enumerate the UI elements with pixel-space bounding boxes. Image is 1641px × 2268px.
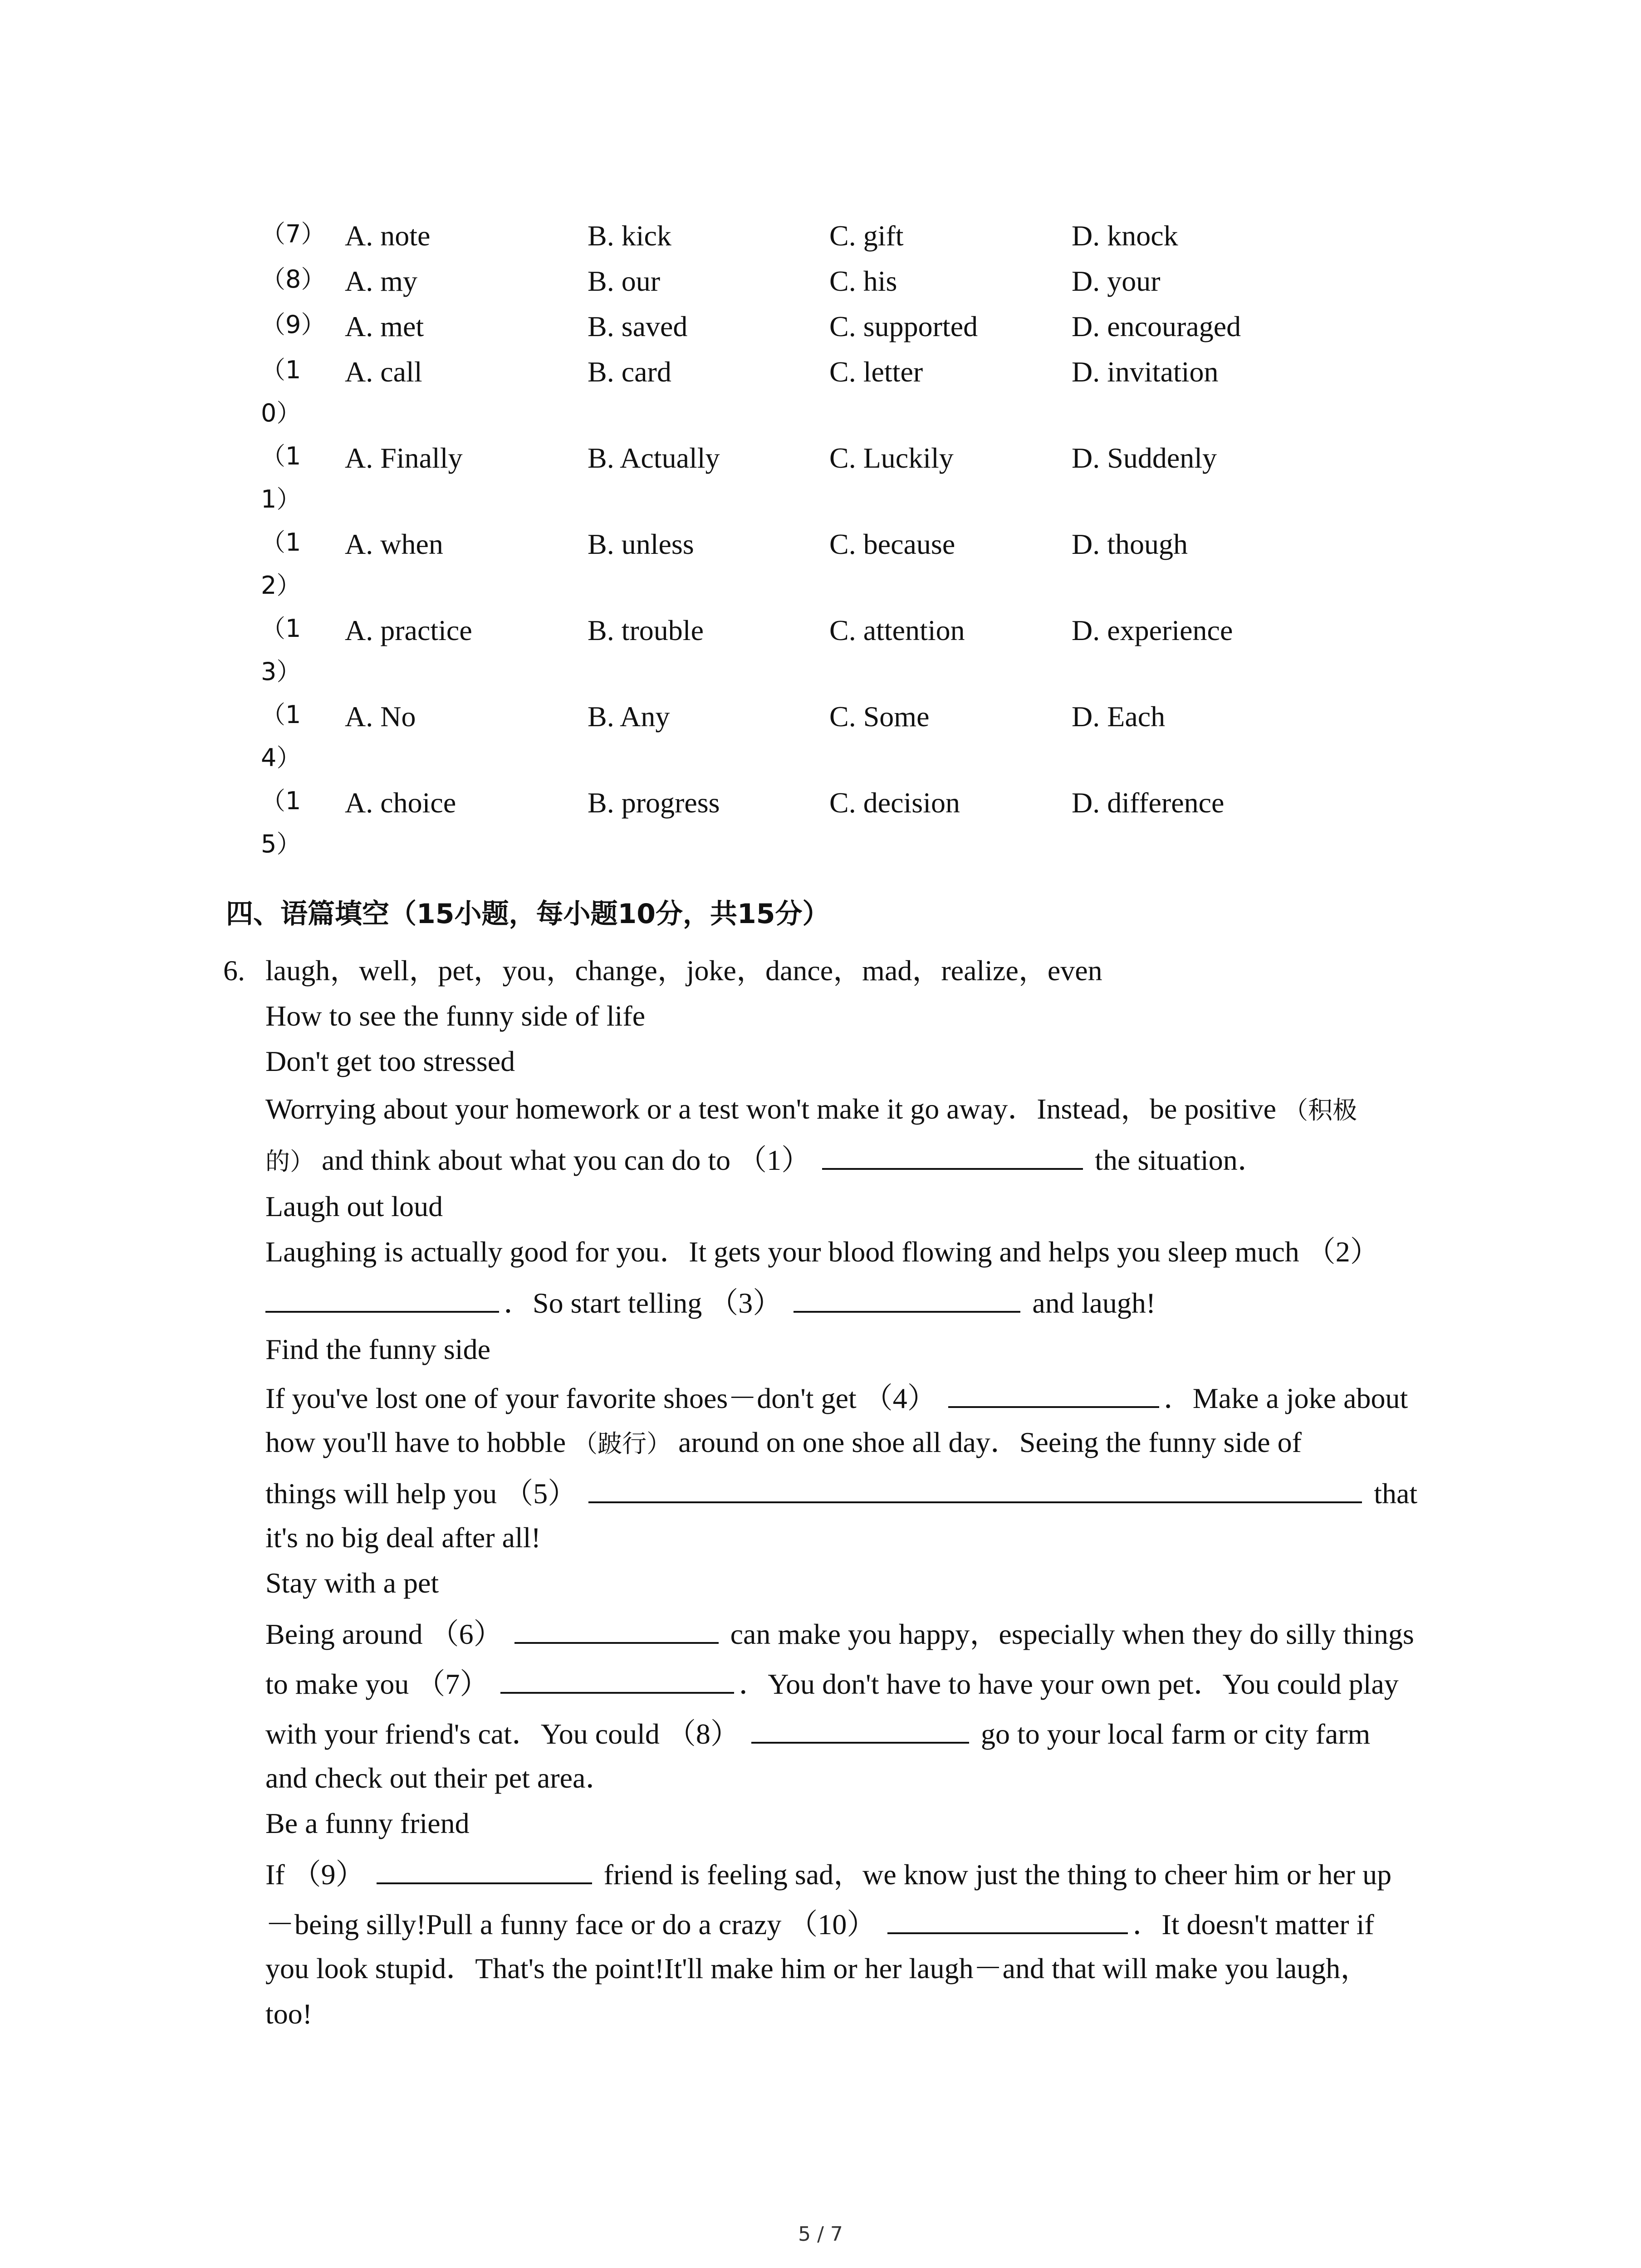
option-b[interactable]: B. progress [588, 787, 720, 819]
paragraph-line: too! [265, 1998, 313, 2030]
option-d[interactable]: D. difference [1072, 787, 1225, 819]
option-c[interactable]: C. decision [829, 787, 960, 819]
option-number: （8） [261, 265, 326, 293]
option-a[interactable]: A. No [345, 700, 416, 733]
option-c[interactable]: C. because [829, 528, 955, 560]
option-number: （1 [261, 442, 301, 470]
option-row [0, 780, 1641, 858]
passage-title: How to see the funny side of life [265, 1000, 646, 1032]
option-c[interactable]: C. Luckily [829, 442, 954, 474]
option-b[interactable]: B. saved [588, 310, 688, 342]
option-number-cont: 4） [261, 743, 301, 772]
option-b[interactable]: B. Any [588, 700, 670, 733]
blank-2[interactable] [265, 1279, 499, 1313]
option-row [0, 694, 1641, 772]
option-number-cont: 1） [261, 485, 301, 513]
option-number: （9） [261, 310, 326, 339]
blank-6[interactable] [514, 1610, 719, 1644]
paragraph-line: If （9） friend is feeling sad，we know just the thing to cheer him or her up [265, 1851, 1391, 1897]
blank-9[interactable] [377, 1851, 592, 1884]
option-c[interactable]: C. supported [829, 310, 978, 342]
page-number: 5 / 7 [798, 2223, 843, 2246]
paragraph-line: how you'll have to hobble （跛行） around on one shoe all day．Seeing the funny side of [265, 1426, 1302, 1458]
option-a[interactable]: A. when [345, 528, 443, 560]
option-number: （1 [261, 700, 301, 729]
section-title: 四、语篇填空（15小题，每小题10分，共15分） [226, 898, 830, 930]
option-c[interactable]: C. letter [829, 356, 923, 388]
question-number: 6. [223, 954, 245, 987]
heading-stressed: Don't get too stressed [265, 1045, 515, 1077]
option-row [0, 213, 1641, 263]
blank-8[interactable] [751, 1710, 969, 1744]
blank-1[interactable] [822, 1136, 1083, 1170]
option-number-cont: 2） [261, 571, 301, 600]
option-c[interactable]: C. attention [829, 614, 965, 646]
paragraph-line: －being silly!Pull a funny face or do a crazy （10） ．It doesn't matter if [265, 1901, 1374, 1947]
paragraph-line: 的） and think about what you can do to （1） the situation． [265, 1136, 1267, 1184]
paragraph-line: If you've lost one of your favorite shoes－don't get （4） ．Make a joke about [265, 1374, 1408, 1421]
option-b[interactable]: B. Actually [588, 442, 720, 474]
paragraph-line: with your friend's cat．You could （8） go to your local farm or city farm [265, 1710, 1370, 1757]
paragraph-line: to make you （7） ．You don't have to have your own pet．You could play [265, 1660, 1399, 1707]
paragraph-line: Being around （6） can make you happy，especially when they do silly things [265, 1610, 1414, 1657]
option-number: （7） [261, 220, 326, 248]
option-a[interactable]: A. choice [345, 787, 456, 819]
option-row [0, 608, 1641, 686]
option-a[interactable]: A. practice [345, 614, 472, 646]
heading-laugh: Laugh out loud [265, 1190, 443, 1222]
option-number-cont: 5） [261, 830, 301, 858]
option-d[interactable]: D. experience [1072, 614, 1233, 646]
option-a[interactable]: A. Finally [345, 442, 463, 474]
option-a[interactable]: A. call [345, 356, 422, 388]
option-a[interactable]: A. met [345, 310, 424, 342]
option-d[interactable]: D. though [1072, 528, 1188, 560]
paragraph-line: and check out their pet area． [265, 1762, 615, 1794]
paragraph-line: things will help you （5） that [265, 1470, 1417, 1516]
option-b[interactable]: B. unless [588, 528, 694, 560]
paragraph-line: Worrying about your homework or a test won't make it go away．Instead，be positive （积极 [265, 1093, 1357, 1125]
option-number: （1 [261, 356, 301, 384]
option-number-cont: 3） [261, 657, 301, 686]
option-c[interactable]: C. gift [829, 220, 904, 252]
option-number: （1 [261, 528, 301, 557]
option-c[interactable]: C. his [829, 265, 897, 297]
paragraph-line: Laughing is actually good for you．It gets your blood flowing and helps you sleep much （2） [265, 1236, 1379, 1268]
blank-4[interactable] [948, 1374, 1159, 1408]
option-b[interactable]: B. card [588, 356, 671, 388]
option-a[interactable]: A. my [345, 265, 417, 297]
option-number-cont: 0） [261, 399, 301, 427]
blank-10[interactable] [887, 1901, 1128, 1934]
heading-funny-side: Find the funny side [265, 1333, 490, 1365]
paragraph-line: you look stupid．That's the point!It'll make him or her laugh－and that will make you laugh， [265, 1952, 1370, 1984]
option-row [0, 259, 1641, 308]
option-number: （1 [261, 614, 301, 643]
paragraph-line: ．So start telling （3） and laugh! [265, 1279, 1156, 1326]
option-row [0, 435, 1641, 513]
blank-3[interactable] [794, 1279, 1020, 1313]
option-d[interactable]: D. Each [1072, 700, 1166, 733]
blank-5[interactable] [588, 1470, 1362, 1503]
option-d[interactable]: D. your [1072, 265, 1161, 297]
heading-pet: Stay with a pet [265, 1567, 439, 1599]
option-d[interactable]: D. knock [1072, 220, 1178, 252]
option-d[interactable]: D. encouraged [1072, 310, 1241, 342]
option-d[interactable]: D. invitation [1072, 356, 1219, 388]
option-a[interactable]: A. note [345, 220, 431, 252]
word-bank: laugh，well，pet，you，change，joke，dance，mad，realize，even [265, 954, 1102, 987]
option-d[interactable]: D. Suddenly [1072, 442, 1217, 474]
heading-funny-friend: Be a funny friend [265, 1807, 470, 1839]
option-c[interactable]: C. Some [829, 700, 930, 733]
option-b[interactable]: B. trouble [588, 614, 704, 646]
option-row [0, 349, 1641, 427]
blank-7[interactable] [500, 1660, 734, 1694]
option-b[interactable]: B. kick [588, 220, 671, 252]
option-row [0, 304, 1641, 354]
option-row [0, 522, 1641, 600]
option-number: （1 [261, 787, 301, 815]
paragraph-line: it's no big deal after all! [265, 1521, 541, 1554]
option-b[interactable]: B. our [588, 265, 660, 297]
